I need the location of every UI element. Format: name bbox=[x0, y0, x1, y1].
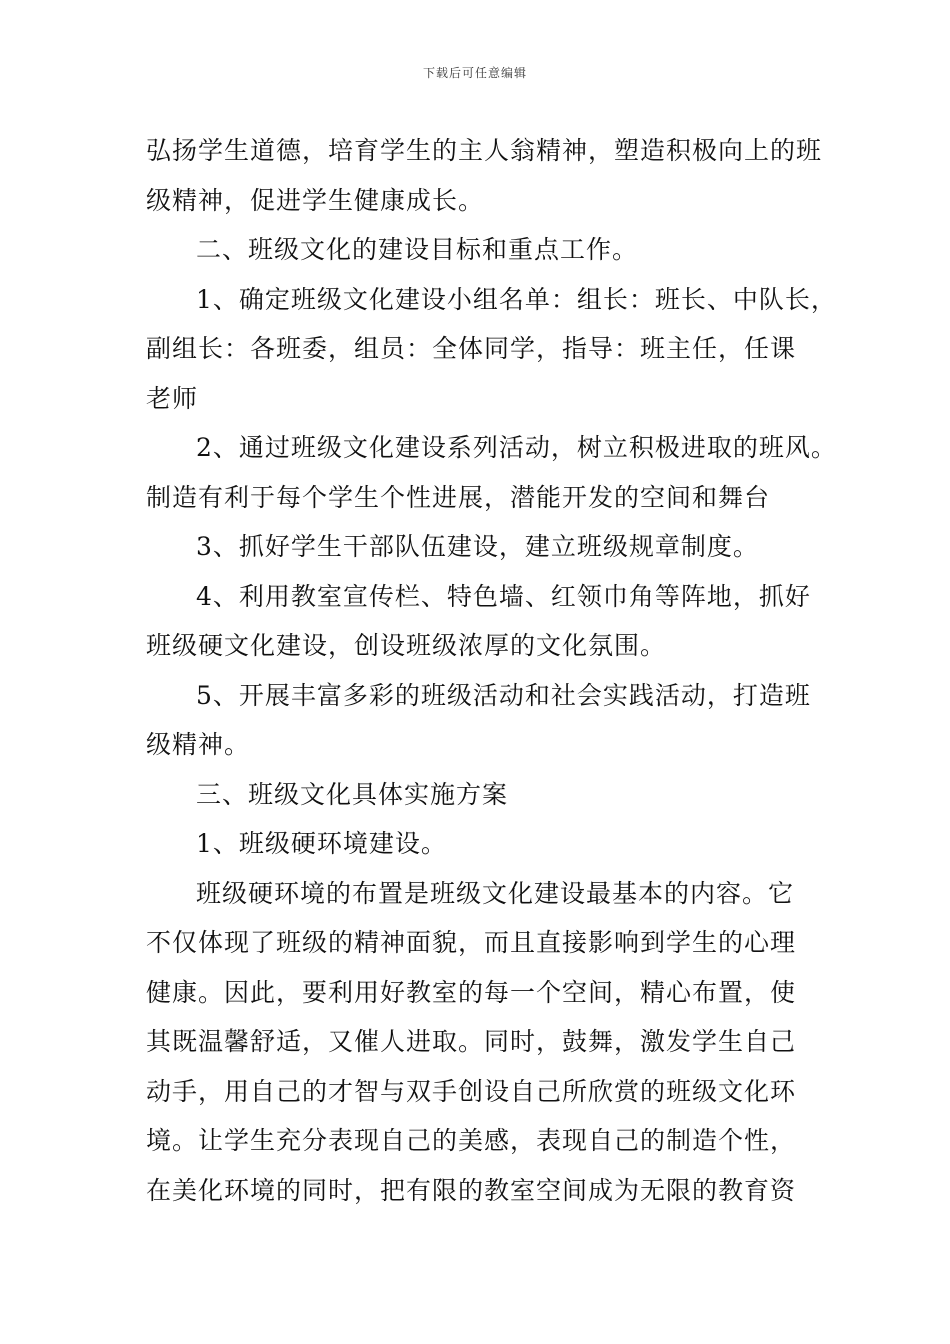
text-line: 级精神。 bbox=[146, 730, 251, 759]
text-line: 不仅体现了班级的精神面貌，而且直接影响到学生的心理 bbox=[146, 928, 797, 957]
text-line: 其既温馨舒适，又催人进取。同时，鼓舞，激发学生自己 bbox=[146, 1027, 797, 1056]
text-line: 班级硬环境的布置是班级文化建设最基本的内容。它 bbox=[196, 878, 795, 908]
text-line: 2、通过班级文化建设系列活动，树立积极进取的班风。 bbox=[196, 433, 837, 462]
text-line: 3、抓好学生干部队伍建设，建立班级规章制度。 bbox=[196, 532, 759, 561]
page-header: 下载后可任意编辑 bbox=[422, 66, 527, 80]
document-body bbox=[146, 126, 837, 1215]
text-line: 境。让学生充分表现自己的美感，表现自己的制造个性， bbox=[146, 1126, 797, 1155]
text-line: 级精神，促进学生健康成长。 bbox=[146, 185, 485, 215]
text-line: 老师 bbox=[146, 383, 199, 413]
text-line: 5、开展丰富多彩的班级活动和社会实践活动，打造班 bbox=[196, 680, 811, 710]
text-line: 1、确定班级文化建设小组名单：组长：班长、中队长， bbox=[196, 284, 837, 314]
text-line: 4、利用教室宣传栏、特色墙、红领巾角等阵地，抓好 bbox=[196, 581, 811, 611]
text-line: 制造有利于每个学生个性进展，潜能开发的空间和舞台 bbox=[146, 482, 771, 512]
text-line: 健康。因此，要利用好教室的每一个空间，精心布置，使 bbox=[146, 977, 797, 1007]
section-heading: 二、班级文化的建设目标和重点工作。 bbox=[196, 235, 639, 264]
text-line: 副组长：各班委，组员：全体同学，指导：班主任，任课 bbox=[146, 334, 797, 363]
text-line: 动手，用自己的才智与双手创设自己所欣赏的班级文化环 bbox=[146, 1076, 797, 1106]
text-line: 班级硬文化建设，创设班级浓厚的文化氛围。 bbox=[146, 631, 667, 660]
text-line: 在美化环境的同时，把有限的教室空间成为无限的教育资 bbox=[146, 1175, 797, 1205]
subsection-heading: 1、班级硬环境建设。 bbox=[196, 829, 447, 858]
section-heading: 三、班级文化具体实施方案 bbox=[196, 779, 509, 809]
text-line: 弘扬学生道德，培育学生的主人翁精神，塑造积极向上的班 bbox=[146, 136, 823, 165]
